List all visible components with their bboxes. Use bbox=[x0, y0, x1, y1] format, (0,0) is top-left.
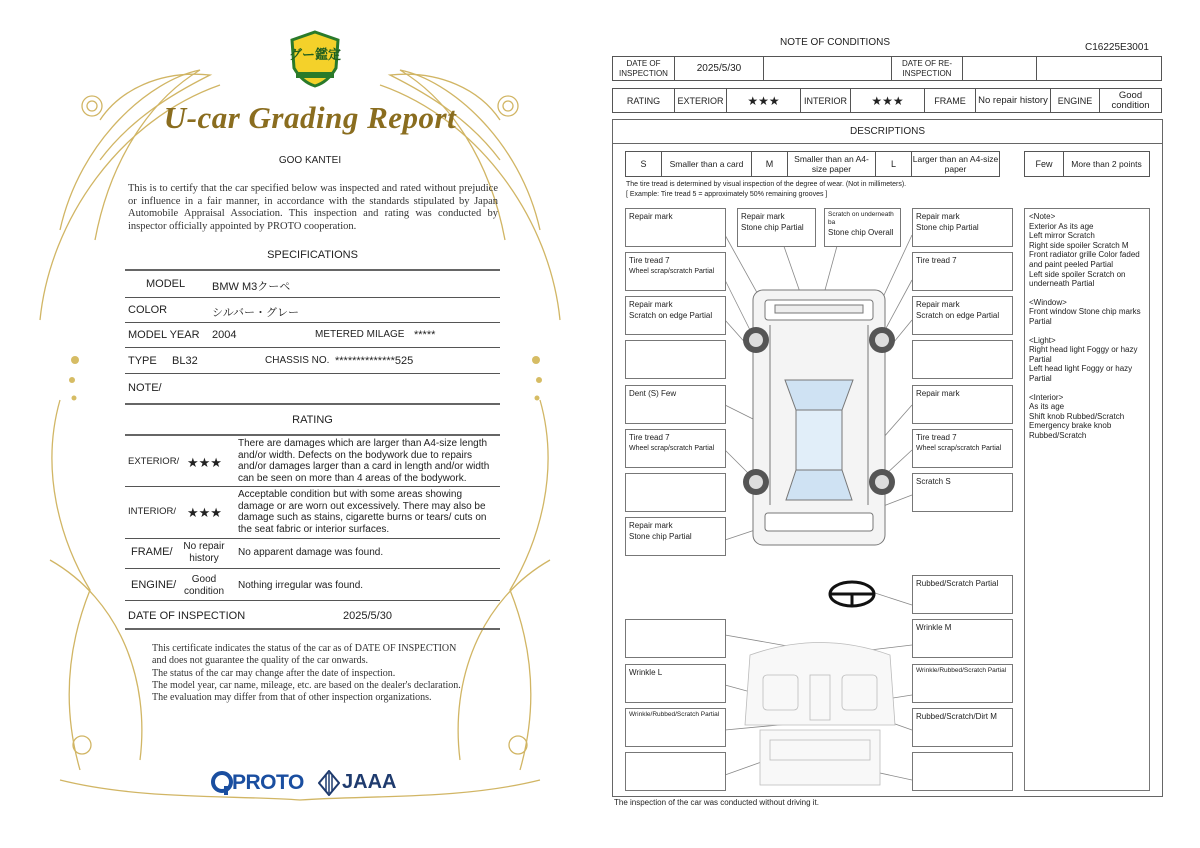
inspection-date-value: 2025/5/30 bbox=[343, 610, 392, 622]
note-general: <Note> Exterior As its age Left mirror Scratch Right side spoiler Scratch M Front radiator grille Color faded and paint peeled Partial Left side spoiler Scratch on underneath Partial bbox=[1029, 212, 1140, 289]
desc-box-int-3-right: Rubbed/Scratch/Dirt M bbox=[912, 708, 1013, 747]
rating-label: RATING bbox=[612, 88, 675, 113]
interior-description: Acceptable condition but with some areas showing damage or are worn out excessively. There may also be damage such as stains, cigarette burns or tears/ cuts on the seat fabric or interior surfaces. bbox=[238, 489, 487, 535]
sheet-title: NOTE OF CONDITIONS bbox=[780, 37, 890, 48]
model-value: BMW M3クーペ bbox=[212, 281, 291, 293]
desc-box-7-left bbox=[625, 473, 726, 512]
frame-label: FRAME/ bbox=[131, 546, 173, 558]
note-label: NOTE/ bbox=[128, 382, 162, 394]
engine-label: ENGINE/ bbox=[131, 579, 177, 591]
legend-l-desc: Larger than an A4-size paper bbox=[911, 151, 1000, 177]
model-year-label: MODEL YEAR bbox=[128, 329, 200, 341]
desc-box-6-left: Tire tread 7 Wheel scrap/scratch Partial bbox=[625, 429, 726, 468]
sheet-footer-note: The inspection of the car was conducted without driving it. bbox=[614, 798, 819, 807]
interior-stars: ★★★ bbox=[187, 505, 222, 520]
desc-box-5-left: Dent (S) Few bbox=[625, 385, 726, 424]
desc-box-int-4-right bbox=[912, 752, 1013, 791]
descriptions-heading: DESCRIPTIONS bbox=[612, 119, 1163, 144]
tire-note-2: [ Example: Tire tread 5 = approximately 50% remaining grooves ] bbox=[626, 191, 828, 198]
model-label: MODEL bbox=[146, 278, 186, 290]
report-subtitle: GOO KANTEI bbox=[278, 155, 342, 166]
engine-label: ENGINE bbox=[1050, 88, 1100, 113]
model-year-value: 2004 bbox=[212, 329, 237, 341]
exterior-stars: ★★★ bbox=[726, 88, 801, 113]
desc-box-steering: Rubbed/Scratch Partial bbox=[912, 575, 1013, 614]
certification-intro: This is to certify that the car specified below was inspected and rated without prejudice or influence in a fair manner, in accordance with the standards stipulated by Japan Automobile Appraisal Association. This inspection and rating was conducted by inspector officially appointed by PROTO cooperation. bbox=[128, 183, 498, 232]
type-value: BL32 bbox=[172, 355, 198, 367]
legend-m-desc: Smaller than an A4-size paper bbox=[787, 151, 876, 177]
rating-heading: RATING bbox=[292, 414, 333, 426]
desc-box-int-2-left: Wrinkle L bbox=[625, 664, 726, 703]
engine-description: Nothing irregular was found. bbox=[238, 580, 364, 591]
proto-logo: PROTO bbox=[232, 771, 304, 794]
desc-box-int-1-left bbox=[625, 619, 726, 658]
chassis-value: **************525 bbox=[335, 355, 414, 367]
desc-box-3-right: Repair mark Scratch on edge Partial bbox=[912, 296, 1013, 335]
exterior-stars: ★★★ bbox=[187, 455, 222, 470]
exterior-label: EXTERIOR bbox=[674, 88, 727, 113]
frame-label: FRAME bbox=[924, 88, 976, 113]
metered-label: METERED MILAGE bbox=[315, 329, 405, 340]
proto-logo-icon bbox=[210, 770, 234, 796]
desc-box-front-center-right: Scratch on underneath ba Stone chip Overall bbox=[824, 208, 901, 247]
specifications-heading: SPECIFICATIONS bbox=[267, 249, 358, 261]
desc-box-front-left: Repair mark bbox=[625, 208, 726, 247]
legend-few-desc: More than 2 points bbox=[1063, 151, 1150, 177]
desc-box-3-left: Repair mark Scratch on edge Partial bbox=[625, 296, 726, 335]
metered-value: ***** bbox=[414, 329, 436, 341]
frame-value: No repair history bbox=[975, 88, 1051, 113]
frame-description: No apparent damage was found. bbox=[238, 547, 384, 558]
desc-box-8-left: Repair mark Stone chip Partial bbox=[625, 517, 726, 556]
chassis-label: CHASSIS NO. bbox=[265, 355, 330, 366]
desc-box-5-right: Repair mark bbox=[912, 385, 1013, 424]
badge-text: グー鑑定 bbox=[288, 47, 341, 62]
legend-s: S bbox=[625, 151, 662, 177]
re-inspection-label: DATE OF RE-INSPECTION bbox=[891, 56, 963, 81]
type-label: TYPE bbox=[128, 355, 157, 367]
desc-box-front-right: Repair mark Stone chip Partial bbox=[912, 208, 1013, 247]
exterior-description: There are damages which are larger than A4-size length and/or width. Defects on the bodywork due to repairs and/or damages larger than a card in length and/or width can be seen on more than 4 areas of the bodywork. bbox=[238, 438, 490, 484]
exterior-label: EXTERIOR/ bbox=[128, 456, 180, 467]
jaaa-logo: JAAA bbox=[342, 771, 397, 793]
desc-box-int-1-right: Wrinkle M bbox=[912, 619, 1013, 658]
legend-l: L bbox=[875, 151, 912, 177]
note-window: <Window> Front window Stone chip marks Partial bbox=[1029, 297, 1141, 326]
color-value: シルバー・グレー bbox=[212, 307, 299, 319]
color-label: COLOR bbox=[128, 304, 168, 316]
desc-box-4-right bbox=[912, 340, 1013, 379]
desc-box-7-right: Scratch S bbox=[912, 473, 1013, 512]
engine-value: Good condition bbox=[1099, 88, 1162, 113]
report-title: U-car Grading Report bbox=[163, 100, 457, 135]
inspection-date-label: DATE OF INSPECTION bbox=[128, 610, 246, 622]
desc-box-int-4-left bbox=[625, 752, 726, 791]
notes-column bbox=[1024, 208, 1150, 791]
desc-box-front-center-left: Repair mark Stone chip Partial bbox=[737, 208, 816, 247]
legend-m: M bbox=[751, 151, 788, 177]
legend-few: Few bbox=[1024, 151, 1064, 177]
desc-box-int-3-left: Wrinkle/Rubbed/Scratch Partial bbox=[625, 708, 726, 747]
jaaa-logo-icon bbox=[318, 770, 340, 796]
desc-box-2-right: Tire tread 7 bbox=[912, 252, 1013, 291]
date-of-inspection-label: DATE OF INSPECTION bbox=[612, 56, 675, 81]
date-of-inspection-value: 2025/5/30 bbox=[674, 56, 764, 81]
goo-kantei-badge bbox=[288, 30, 342, 88]
tire-note-1: The tire tread is determined by visual inspection of the degree of wear. (Not in millimeters). bbox=[626, 181, 907, 188]
desc-box-6-right: Tire tread 7 Wheel scrap/scratch Partial bbox=[912, 429, 1013, 468]
desc-box-4-left bbox=[625, 340, 726, 379]
desc-box-int-2-right: Wrinkle/Rubbed/Scratch Partial bbox=[912, 664, 1013, 703]
engine-value: Good condition bbox=[183, 574, 225, 597]
note-interior: <Interior> As its age Shift knob Rubbed/Scratch Emergency brake knob Rubbed/Scratch bbox=[1029, 392, 1125, 440]
interior-label: INTERIOR/ bbox=[128, 506, 177, 517]
note-light: <Light> Right head light Foggy or hazy Partial Left head light Foggy or hazy Partial bbox=[1029, 335, 1138, 383]
sheet-code: C16225E3001 bbox=[1085, 42, 1149, 53]
frame-value: No repair history bbox=[183, 541, 225, 564]
interior-label: INTERIOR bbox=[800, 88, 851, 113]
legend-s-desc: Smaller than a card bbox=[661, 151, 752, 177]
certificate-footer: This certificate indicates the status of the car as of DATE OF INSPECTION and does not guarantee the quality of the car onwards. The status of the car may change after the date of inspection. The model year, car name, mileage, etc. are based on the dealer's declaration. The evaluation may differ from that of other inspection organizations. bbox=[152, 643, 461, 704]
desc-box-2-left: Tire tread 7 Wheel scrap/scratch Partial bbox=[625, 252, 726, 291]
interior-stars: ★★★ bbox=[850, 88, 925, 113]
